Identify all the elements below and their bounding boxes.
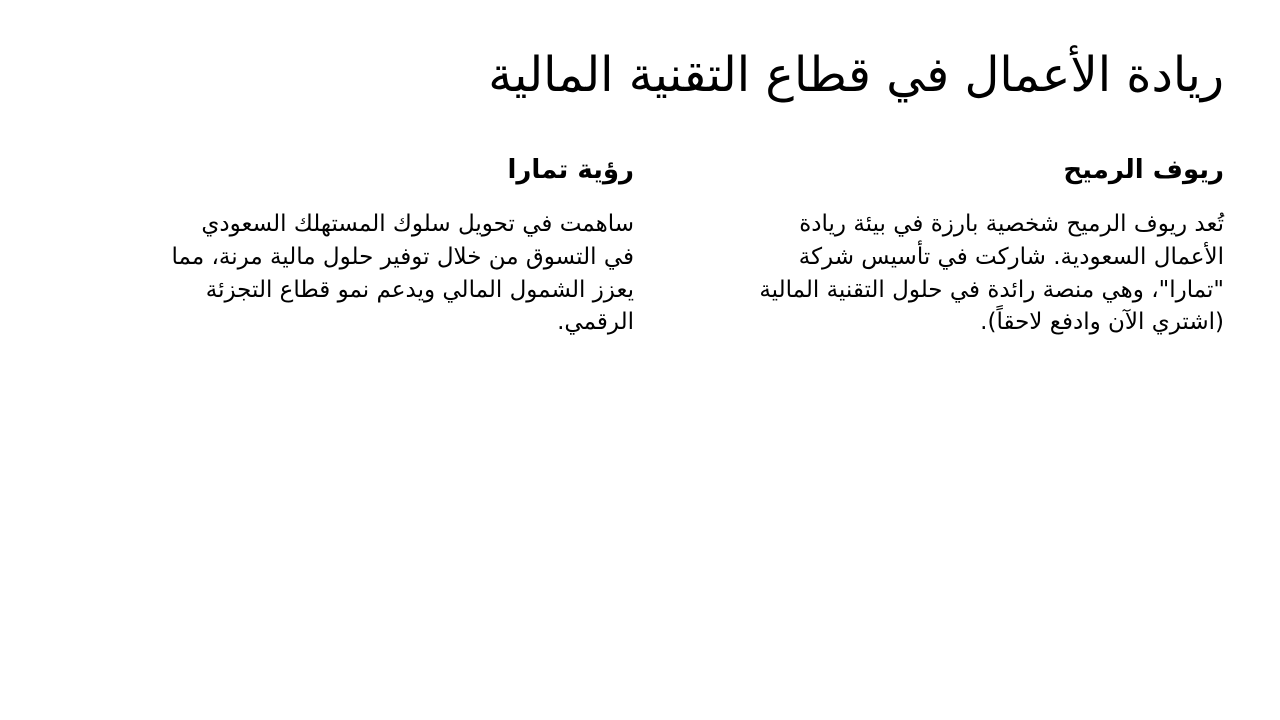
column-body-tamara: ساهمت في تحويل سلوك المستهلك السعودي في التسوق من خلال توفير حلول مالية مرنة، مما يعزز الشمول المالي ويدعم نمو قطاع التجزئة الرقمي.	[171, 211, 634, 336]
column-tamara-vision	[164, 155, 634, 339]
column-heading-tamara: رؤية تمارا	[507, 155, 634, 185]
content-columns	[56, 155, 1224, 339]
column-heading-riyouf: ريوف الرميح	[1063, 155, 1224, 185]
column-body-riyouf: تُعد ريوف الرميح شخصية بارزة في بيئة ريادة الأعمال السعودية. شاركت في تأسيس شركة "تمارا"، وهي منصة رائدة في حلول التقنية المالية (اشتري الآن وادفع لاحقاً).	[759, 211, 1224, 336]
page-title: ريادة الأعمال في قطاع التقنية المالية	[488, 47, 1224, 103]
column-riyouf-alrumaih	[754, 155, 1224, 339]
